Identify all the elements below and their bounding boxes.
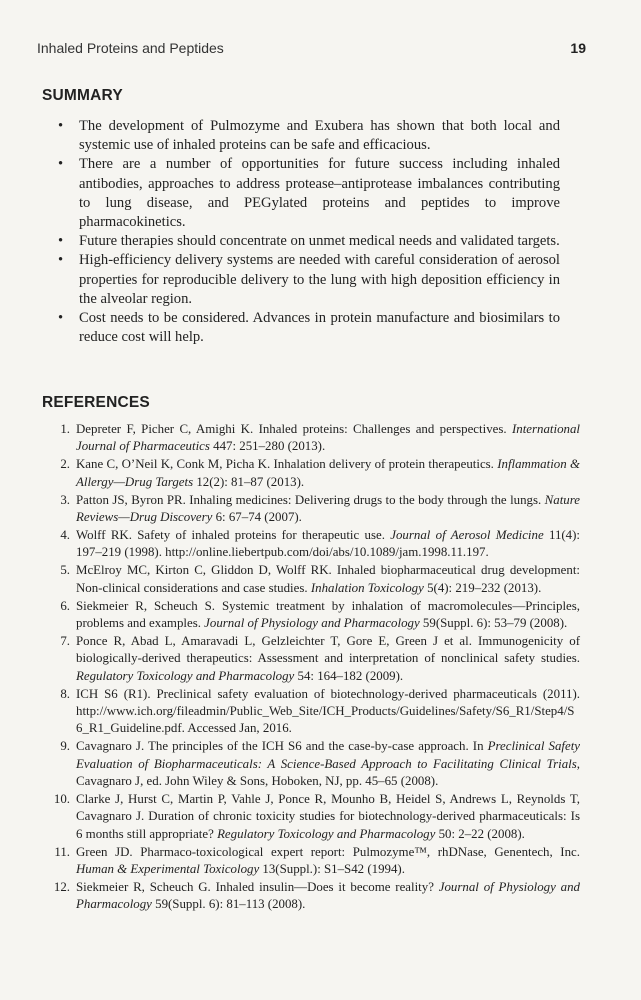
reference-number: 11.	[54, 844, 70, 859]
reference-number: 5.	[60, 563, 70, 578]
reference-text: Kane C, O’Neil K, Conk M, Picha K. Inhalation delivery of protein therapeutics.	[76, 457, 498, 472]
reference-item	[40, 562, 580, 597]
reference-text: Clarke J, Hurst C, Martin P, Vahle J, Ponce R, Mounho B, Heidel S, Andrews L, Reynolds T, Cavagnaro J. Duration of chronic toxicity studies for biotechnology-derived pharmaceuticals: Is 6 months still appropriate?	[76, 792, 580, 841]
running-head-title: Inhaled Proteins and Peptides	[37, 40, 224, 56]
reference-journal: Inhalation Toxicology	[310, 580, 424, 595]
reference-details: 447: 251–280 (2013).	[209, 439, 326, 454]
bullet-icon: •	[58, 310, 64, 327]
reference-journal: Journal of Physiology and Pharmacology	[76, 880, 580, 912]
summary-bullet-text: Cost needs to be considered. Advances in protein manufacture and biosimilars to reduce cost will help.	[79, 310, 560, 346]
reference-item	[40, 633, 580, 685]
reference-details: 50: 2–22 (2008).	[435, 826, 525, 841]
reference-journal: Regulatory Toxicology and Pharmacology	[76, 668, 295, 683]
reference-journal: Journal of Aerosol Medicine	[390, 527, 544, 542]
reference-text: ICH S6 (R1). Preclinical safety evaluation of biotechnology-derived pharmaceuticals (2011). http://www.ich.org/fileadmin/Public_Web_Site/ICH_Products/Guidelines/Safety/S6_R1/Step4/S6_R1_Guideline.pdf. Accessed Jan, 2016.	[76, 686, 580, 736]
reference-item	[40, 738, 580, 790]
reference-item	[40, 598, 580, 633]
summary-bullet-text: The development of Pulmozyme and Exubera has shown that both local and systemic use of inhaled proteins can be safe and efficacious.	[79, 118, 560, 154]
reference-number: 10.	[53, 792, 70, 807]
summary-bullet-text: Future therapies should concentrate on unmet medical needs and validated targets.	[79, 233, 560, 250]
reference-details: 59(Suppl. 6): 53–79 (2008).	[419, 615, 568, 630]
reference-number: 2.	[60, 457, 70, 472]
reference-item	[40, 456, 580, 491]
reference-text: Depreter F, Picher C, Amighi K. Inhaled proteins: Challenges and perspectives.	[76, 422, 512, 436]
reference-number: 6.	[60, 598, 70, 613]
reference-text: Wolff RK. Safety of inhaled proteins for therapeutic use.	[76, 527, 391, 542]
reference-number: 7.	[60, 633, 70, 648]
reference-details: 5(4): 219–232 (2013).	[423, 580, 542, 595]
summary-bullet-text: High-efficiency delivery systems are needed with careful consideration of aerosol properties for reproducible delivery to the lung with high deposition efficiency in the alveolar region.	[79, 252, 560, 307]
reference-item	[40, 791, 580, 843]
reference-number: 12.	[53, 880, 70, 895]
reference-text: Ponce R, Abad L, Amaravadi L, Gelzleichter T, Gore E, Green J et al. Immunogenicity of biologically-derived therapeutics: Assessment and interpretation of nonclinical safety studies.	[76, 633, 580, 666]
bullet-icon: •	[58, 252, 64, 269]
bullet-icon: •	[58, 156, 64, 173]
reference-journal: Nature Reviews—Drug Discovery	[76, 492, 580, 525]
reference-text: Siekmeier R, Scheuch S. Systemic treatment by inhalation of macromolecules—Principles, problems and examples.	[76, 598, 580, 630]
reference-details: 54: 164–182 (2009).	[294, 668, 404, 683]
summary-bullet	[55, 155, 560, 232]
summary-list	[55, 117, 560, 347]
summary-bullet	[55, 251, 560, 309]
reference-item	[40, 527, 580, 562]
reference-item	[40, 879, 580, 914]
reference-journal: Inflammation & Allergy—Drug Targets	[76, 457, 580, 489]
reference-number: 1.	[60, 422, 70, 436]
reference-text: Green JD. Pharmaco-toxicological expert report: Pulmozyme™, rhDNase, Genentech, Inc.	[76, 844, 580, 859]
reference-list	[40, 421, 580, 914]
page-number: 19	[570, 40, 586, 56]
reference-item	[40, 686, 580, 738]
reference-number: 8.	[60, 686, 70, 701]
summary-bullet	[55, 232, 560, 251]
reference-details: , Cavagnaro J, ed. John Wiley & Sons, Hoboken, NJ, pp. 45–65 (2008).	[76, 756, 580, 789]
reference-item	[40, 844, 580, 879]
reference-number: 9.	[60, 739, 70, 754]
bullet-icon: •	[58, 118, 64, 134]
reference-item	[40, 421, 580, 456]
reference-item	[40, 492, 580, 527]
reference-journal: Human & Experimental Toxicology	[76, 862, 260, 877]
bullet-icon: •	[58, 233, 64, 250]
reference-text: Siekmeier R, Scheuch G. Inhaled insulin—Does it become reality?	[76, 880, 439, 895]
reference-journal: Journal of Physiology and Pharmacology	[204, 615, 420, 630]
reference-journal: Preclinical Safety Evaluation of Biopharmaceuticals: A Science-Based Approach to Facilitating Clinical Trials	[76, 739, 581, 771]
summary-bullet	[55, 309, 560, 347]
reference-text: McElroy MC, Kirton C, Gliddon D, Wolff RK. Inhaled biopharmaceutical drug development: Non-clinical considerations and case studies.	[76, 563, 580, 595]
reference-number: 4.	[60, 527, 70, 542]
reference-details: 12(2): 81–87 (2013).	[193, 474, 305, 489]
summary-heading: SUMMARY	[42, 87, 123, 104]
reference-text: Patton JS, Byron PR. Inhaling medicines: Delivering drugs to the body through the lungs.	[76, 492, 545, 507]
references-heading: REFERENCES	[42, 394, 150, 411]
reference-number: 3.	[60, 492, 70, 507]
reference-text: Cavagnaro J. The principles of the ICH S6 and the case-by-case approach. In	[76, 739, 488, 754]
reference-details: 59(Suppl. 6): 81–113 (2008).	[151, 897, 306, 912]
reference-journal: Regulatory Toxicology and Pharmacology	[217, 826, 436, 841]
reference-details: 11(4): 197–219 (1998). http://online.liebertpub.com/doi/abs/10.1089/jam.1998.11.197.	[76, 527, 581, 560]
reference-details: 6: 67–74 (2007).	[212, 510, 302, 525]
summary-bullet-text: There are a number of opportunities for future success including inhaled antibodies, approaches to address protease–antiprotease imbalances contributing to lung disease, and PEGylated proteins and peptides to improve pharmacokinetics.	[79, 156, 560, 231]
reference-journal: International Journal of Pharmaceutics	[76, 422, 580, 454]
summary-bullet	[55, 117, 560, 155]
reference-details: 13(Suppl.): S1–S42 (1994).	[259, 862, 405, 877]
